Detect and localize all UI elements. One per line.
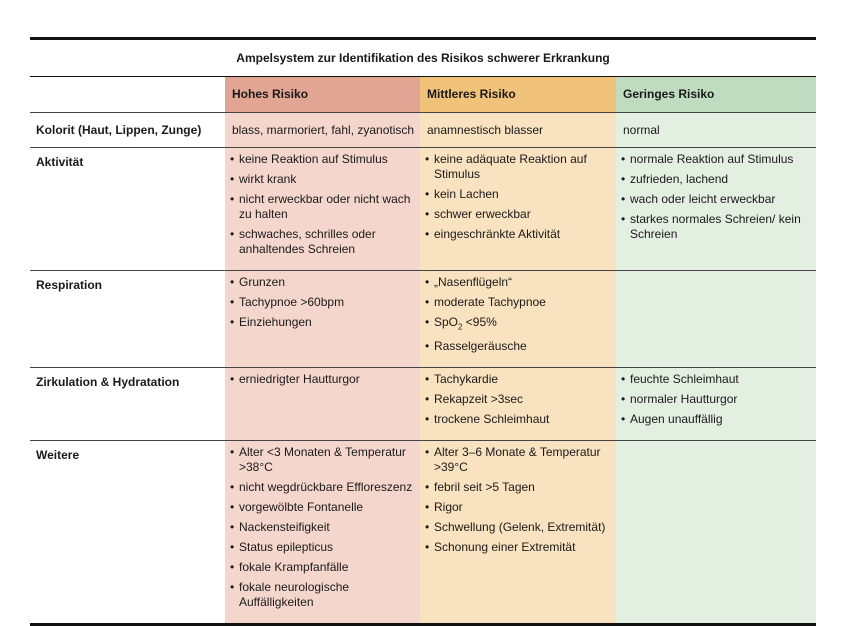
bullet-list xyxy=(225,441,420,623)
table-row xyxy=(30,271,816,368)
bullet-list xyxy=(225,368,420,400)
list-item: • wirkt krank xyxy=(230,172,414,187)
list-item: • nicht wegdrückbare Effloreszenz xyxy=(230,480,414,495)
list-item: • keine adäquate Reaktion auf Stimulus xyxy=(425,152,610,182)
list-item: • febril seit >5 Tagen xyxy=(425,480,610,495)
cell-high: blass, marmoriert, fahl, zyanotisch xyxy=(225,113,420,148)
list-item: • fokale neurologische Auffälligkeiten xyxy=(230,580,414,610)
bullet-list xyxy=(616,368,816,440)
list-item: • trockene Schleimhaut xyxy=(425,412,610,427)
table-row xyxy=(30,368,816,441)
list-item: • nicht erweckbar oder nicht wach zu halten xyxy=(230,192,414,222)
cell-high xyxy=(225,441,420,625)
list-item: • SpO$_2$ <95% xyxy=(425,315,610,334)
list-item: • vorgewölbte Fontanelle xyxy=(230,500,414,515)
table-row xyxy=(30,148,816,271)
list-item: • moderate Tachypnoe xyxy=(425,295,610,310)
list-item: • Status epilepticus xyxy=(230,540,414,555)
list-item: • eingeschränkte Aktivität xyxy=(425,227,610,242)
cell-mid xyxy=(420,441,616,625)
list-item: • Alter 3–6 Monate & Temperatur >39°C xyxy=(425,445,610,475)
bullet-list xyxy=(616,148,816,255)
risk-table-container xyxy=(30,37,816,626)
list-item: • fokale Krampfanfälle xyxy=(230,560,414,575)
list-item: • Rasselgeräusche xyxy=(425,339,610,354)
list-item: • schwer erweckbar xyxy=(425,207,610,222)
bullet-list xyxy=(616,271,816,283)
list-item: • normaler Hautturgor xyxy=(621,392,810,407)
risk-table xyxy=(30,37,816,626)
bullet-list xyxy=(420,148,616,255)
cell-low: normal xyxy=(616,113,816,148)
bullet-list xyxy=(616,441,816,453)
cell-high xyxy=(225,271,420,368)
bullet-list xyxy=(420,271,616,367)
row-label: Zirkulation & Hydratation xyxy=(30,368,225,441)
table-title: Ampelsystem zur Identifikation des Risikos schwerer Erkrankung xyxy=(30,39,816,77)
bullet-list xyxy=(225,271,420,343)
list-item: • Nackensteifigkeit xyxy=(230,520,414,535)
cell-mid xyxy=(420,148,616,271)
bullet-list xyxy=(225,148,420,270)
list-item: • Augen unauffällig xyxy=(621,412,810,427)
bullet-list xyxy=(420,368,616,440)
row-label: Weitere xyxy=(30,441,225,625)
list-item: • schwaches, schrilles oder anhaltendes Schreien xyxy=(230,227,414,257)
table-row xyxy=(30,113,816,148)
header-row xyxy=(30,77,816,113)
list-item: • keine Reaktion auf Stimulus xyxy=(230,152,414,167)
header-blank xyxy=(30,77,225,113)
list-item: • erniedrigter Hautturgor xyxy=(230,372,414,387)
table-row xyxy=(30,441,816,625)
list-item: • Rigor xyxy=(425,500,610,515)
row-label: Aktivität xyxy=(30,148,225,271)
list-item: • starkes normales Schreien/ kein Schreien xyxy=(621,212,810,242)
cell-low xyxy=(616,441,816,625)
list-item: • feuchte Schleimhaut xyxy=(621,372,810,387)
list-item: • zufrieden, lachend xyxy=(621,172,810,187)
header-low-risk: Geringes Risiko xyxy=(616,77,816,113)
cell-low xyxy=(616,271,816,368)
list-item: • kein Lachen xyxy=(425,187,610,202)
header-high-risk: Hohes Risiko xyxy=(225,77,420,113)
list-item: • normale Reaktion auf Stimulus xyxy=(621,152,810,167)
row-label: Kolorit (Haut, Lippen, Zunge) xyxy=(30,113,225,148)
header-mid-risk: Mittleres Risiko xyxy=(420,77,616,113)
list-item: • Schwellung (Gelenk, Extremität) xyxy=(425,520,610,535)
cell-high xyxy=(225,368,420,441)
list-item: • Grunzen xyxy=(230,275,414,290)
cell-low xyxy=(616,148,816,271)
list-item: • Schonung einer Extremität xyxy=(425,540,610,555)
list-item: • Tachykardie xyxy=(425,372,610,387)
cell-mid: anamnestisch blasser xyxy=(420,113,616,148)
list-item: • Einziehungen xyxy=(230,315,414,330)
cell-high xyxy=(225,148,420,271)
cell-mid xyxy=(420,271,616,368)
cell-low xyxy=(616,368,816,441)
list-item: • Rekapzeit >3sec xyxy=(425,392,610,407)
list-item: • Alter <3 Monaten & Temperatur >38°C xyxy=(230,445,414,475)
row-label: Respiration xyxy=(30,271,225,368)
list-item: • wach oder leicht erweckbar xyxy=(621,192,810,207)
list-item: • Tachypnoe >60bpm xyxy=(230,295,414,310)
cell-mid xyxy=(420,368,616,441)
list-item: • „Nasenflügeln“ xyxy=(425,275,610,290)
bullet-list xyxy=(420,441,616,568)
